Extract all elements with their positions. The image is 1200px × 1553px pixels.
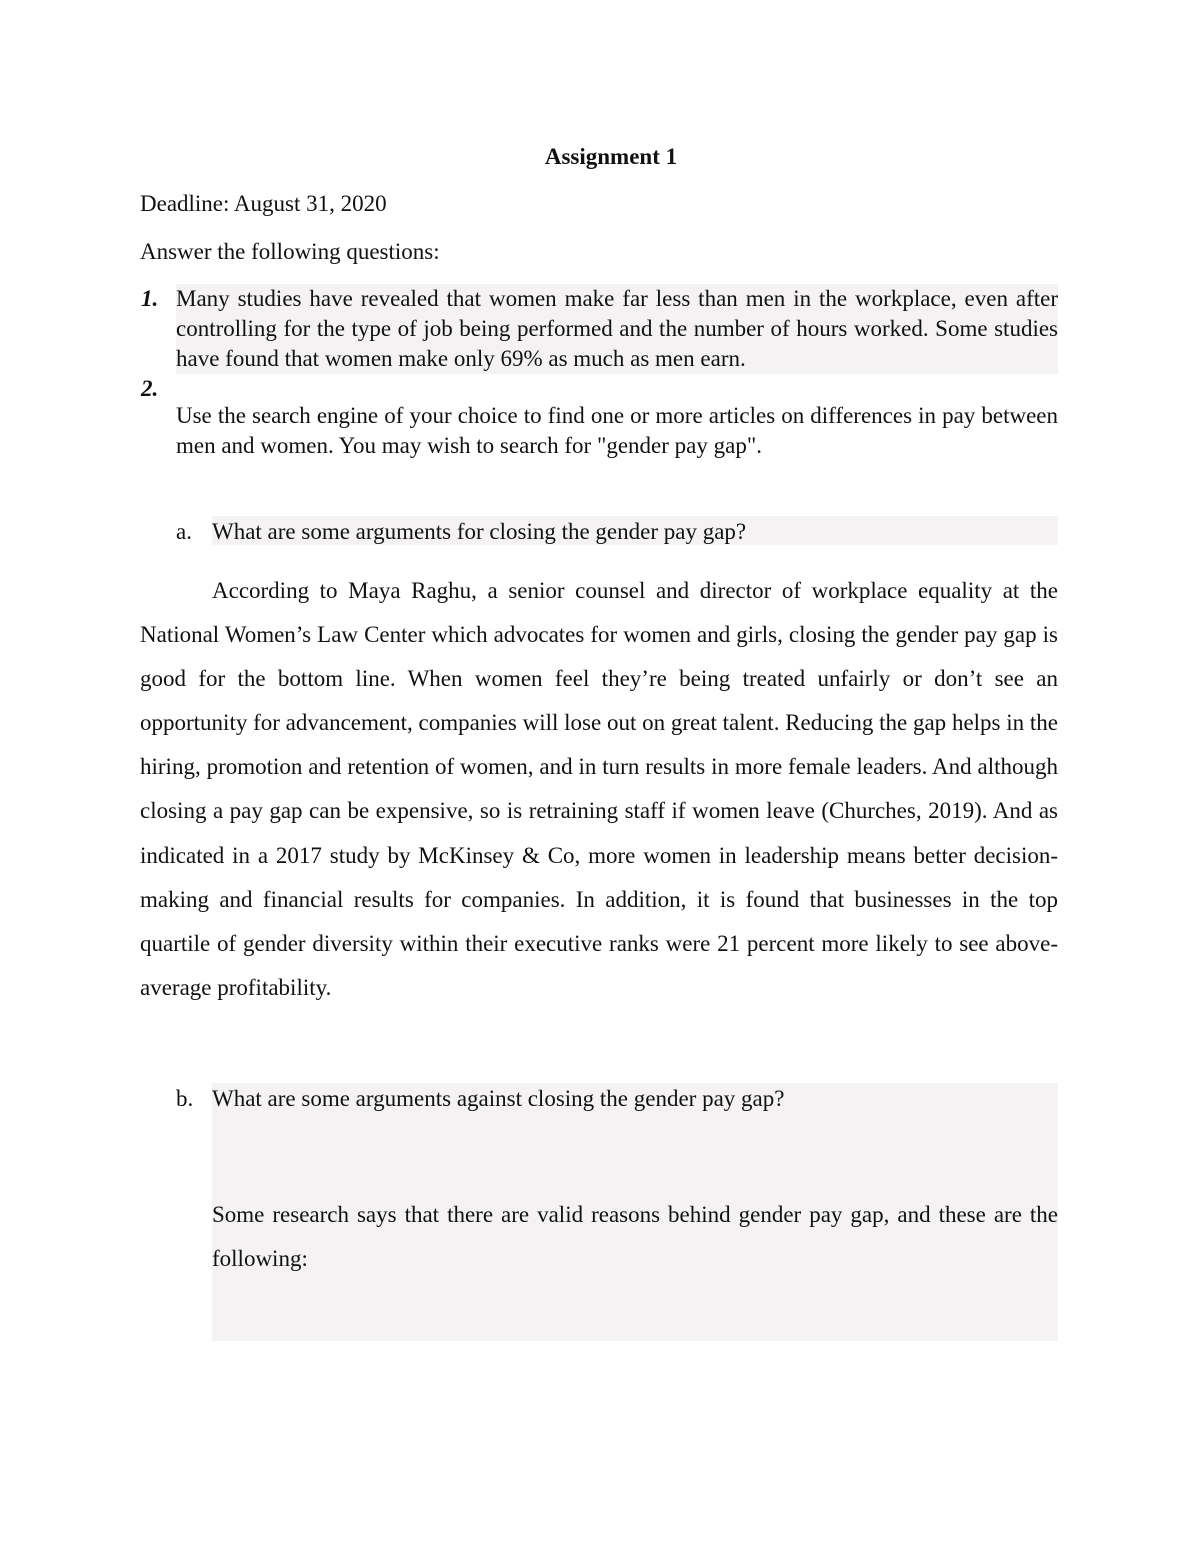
answer-b-paragraph: Some research says that there are valid reasons behind gender pay gap, and these are the following: — [212, 1202, 1058, 1271]
instructions-text: Answer the following questions: — [140, 239, 440, 264]
sub-question-b-text: What are some arguments against closing the gender pay gap? — [212, 1086, 785, 1111]
question-1-number: 1. — [141, 286, 159, 311]
answer-a-paragraph: According to Maya Raghu, a senior counsel and director of workplace equality at the National Women’s Law Center which advocates for women and girls, closing the gender pay gap is good for the bottom line. When women feel they’re being treated unfairly or don’t see an opportunity for advancement, companies will lose out on great talent. Reducing the gap helps in the hiring, promotion and retention of women, and in turn results in more female leaders. And although closing a pay gap can be expensive, so is retraining staff if women leave (Churches, 2019). And as indicated in a 2017 study by McKinsey & Co, more women in leadership means better decision-making and financial results for companies. In addition, it is found that businesses in the top quartile of gender diversity within their executive ranks were 21 percent more likely to see above-average profitability. — [140, 578, 1058, 1000]
deadline-text: Deadline: August 31, 2020 — [140, 191, 387, 216]
question-2-number: 2. — [141, 376, 159, 401]
sub-question-b-label: b. — [176, 1086, 194, 1111]
sub-question-b — [176, 1084, 784, 1114]
sub-question-a — [176, 517, 746, 547]
question-1-text: Many studies have revealed that women make far less than men in the workplace, even after controlling for the type of job being performed and the number of hours worked. Some studies have found that women make only 69% as much as men earn. — [176, 284, 1058, 374]
question-2-text: Use the search engine of your choice to find one or more articles on differences in pay between men and women. You may wish to search for "gender pay gap". — [176, 403, 1058, 458]
sub-question-a-label: a. — [176, 519, 192, 544]
document-title: Assignment 1 — [544, 144, 678, 169]
sub-question-a-text: What are some arguments for closing the gender pay gap? — [212, 519, 747, 544]
